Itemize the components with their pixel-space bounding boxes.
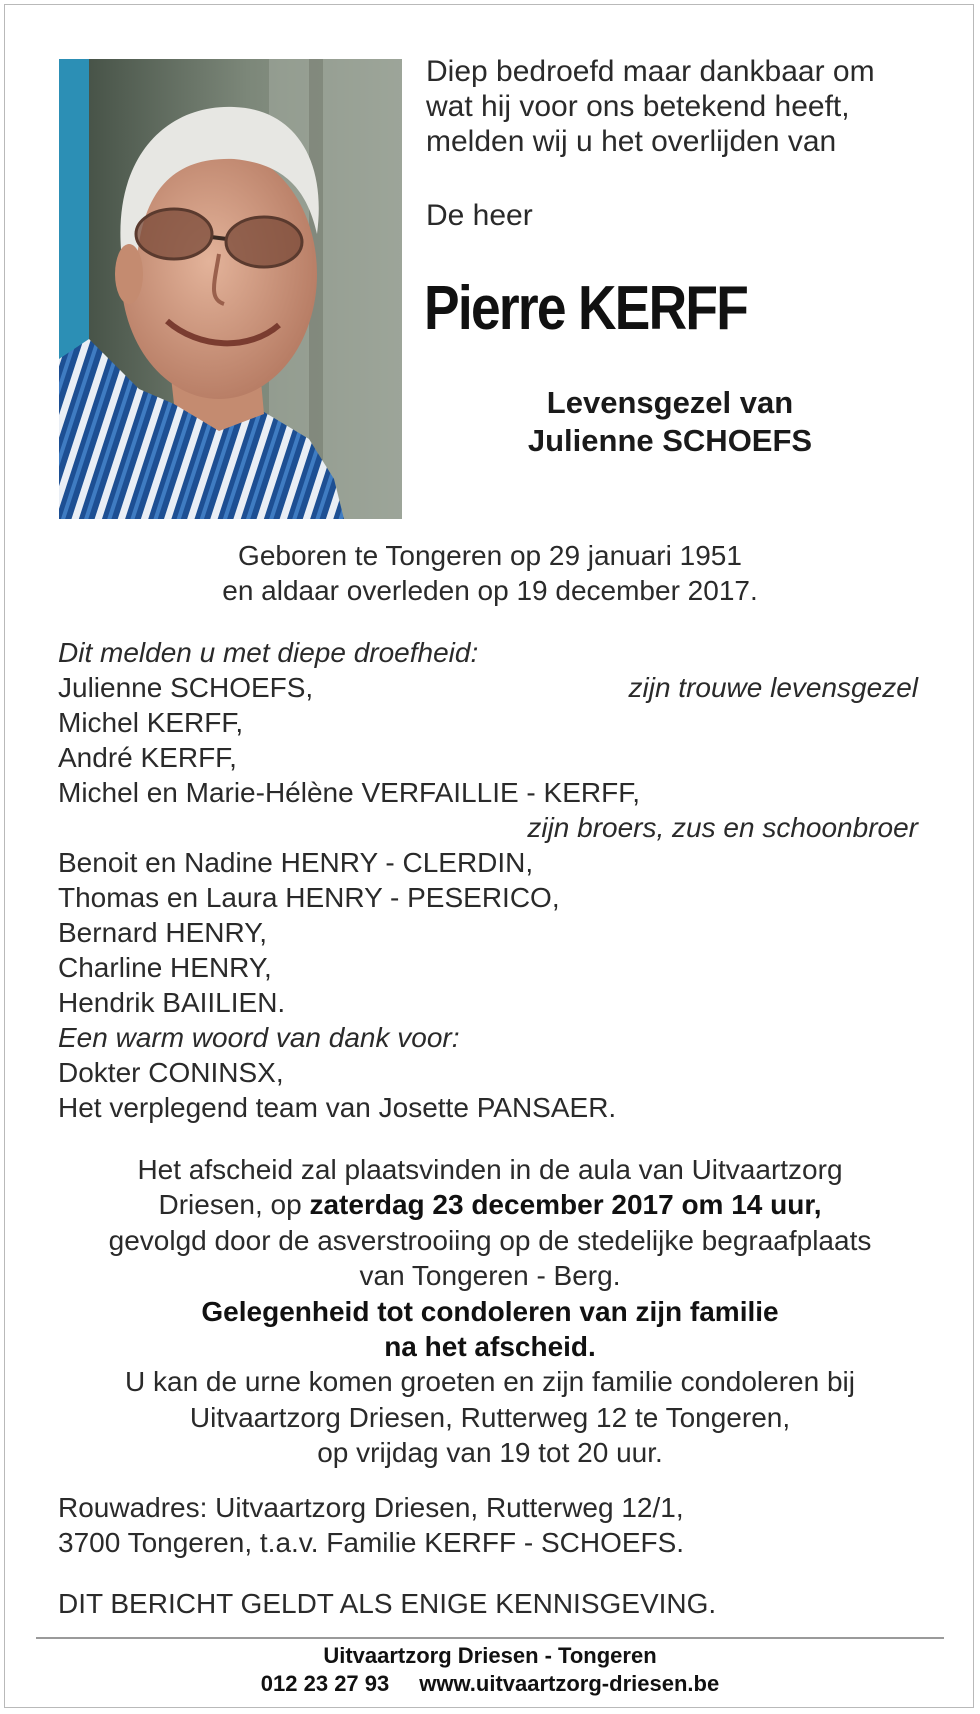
family-member: Charline HENRY, xyxy=(58,952,272,983)
birth-line: Geboren te Tongeren op 29 januari 1951 xyxy=(238,540,742,571)
service-line: gevolgd door de asverstrooiing op de stedelijke begraafplaats xyxy=(108,1224,872,1256)
intro-line: melden wij u het overlijden van xyxy=(426,125,837,158)
family-heading: Dit melden u met diepe droefheid: xyxy=(58,637,479,668)
portrait-photo xyxy=(59,59,402,519)
urn-line: Uitvaartzorg Driesen, Rutterweg 12 te Tongeren, xyxy=(189,1401,791,1433)
family-row-partner xyxy=(58,670,918,705)
family-relation: zijn trouwe levensgezel xyxy=(628,672,918,703)
footer xyxy=(0,1642,980,1698)
family-member: Michel KERFF, xyxy=(58,707,244,738)
deceased-name: Pierre KERFF xyxy=(424,274,748,343)
condolence-line: na het afscheid. xyxy=(384,1331,596,1363)
family-member: Thomas en Laura HENRY - PESERICO, xyxy=(58,882,560,913)
urn-line: U kan de urne komen groeten en zijn familie condoleren bij xyxy=(125,1366,855,1398)
service-info xyxy=(0,1152,980,1471)
title-prefix: De heer xyxy=(426,199,533,232)
family-member: Julienne SCHOEFS, xyxy=(58,672,314,703)
address-line: 3700 Tongeren, t.a.v. Familie KERFF - SCHOEFS. xyxy=(58,1527,685,1558)
family-row-relation xyxy=(58,810,918,845)
mourning-address xyxy=(58,1490,684,1560)
service-datetime: zaterdag 23 december 2017 om 14 uur, xyxy=(309,1189,822,1221)
partner-name: Julienne SCHOEFS xyxy=(527,423,813,458)
family-list xyxy=(58,635,918,1125)
family-member: Michel en Marie-Hélène VERFAILLIE - KERFF, xyxy=(58,777,640,808)
footer-website[interactable]: www.uitvaartzorg-driesen.be xyxy=(419,1671,720,1696)
service-line: van Tongeren - Berg. xyxy=(359,1260,621,1292)
partner-block xyxy=(440,384,900,460)
intro-line: wat hij voor ons betekend heeft, xyxy=(426,90,850,123)
condolence-line: Gelegenheid tot condoleren van zijn familie xyxy=(201,1295,779,1327)
intro-line: Diep bedroefd maar dankbaar om xyxy=(426,55,875,88)
service-line xyxy=(0,1187,980,1222)
death-line: en aldaar overleden op 19 december 2017. xyxy=(222,575,758,606)
address-line: Rouwadres: Uitvaartzorg Driesen, Rutterweg 12/1, xyxy=(58,1492,684,1523)
family-member: Benoit en Nadine HENRY - CLERDIN, xyxy=(58,847,534,878)
family-member: Bernard HENRY, xyxy=(58,917,268,948)
footer-company: Uitvaartzorg Driesen - Tongeren xyxy=(323,1643,657,1668)
intro-text xyxy=(426,54,875,159)
thanks-heading: Een warm woord van dank voor: xyxy=(58,1022,460,1053)
service-text: Driesen, op xyxy=(158,1189,310,1221)
footer-phone: 012 23 27 93 xyxy=(260,1671,390,1696)
family-member: Hendrik BAIILIEN. xyxy=(58,987,286,1018)
family-relation: zijn broers, zus en schoonbroer xyxy=(527,812,918,843)
service-line: Het afscheid zal plaatsvinden in de aula van Uitvaartzorg xyxy=(137,1154,843,1185)
urn-line: op vrijdag van 19 tot 20 uur. xyxy=(317,1437,663,1469)
footer-divider xyxy=(36,1637,944,1639)
birth-death-info xyxy=(0,538,980,608)
notice-statement: DIT BERICHT GELDT ALS ENIGE KENNISGEVING. xyxy=(58,1588,717,1619)
footer-contact xyxy=(0,1670,980,1698)
family-member: André KERFF, xyxy=(58,742,237,773)
thanks-item: Het verplegend team van Josette PANSAER. xyxy=(58,1092,617,1123)
partner-label: Levensgezel van xyxy=(546,385,794,420)
thanks-item: Dokter CONINSX, xyxy=(58,1057,284,1088)
